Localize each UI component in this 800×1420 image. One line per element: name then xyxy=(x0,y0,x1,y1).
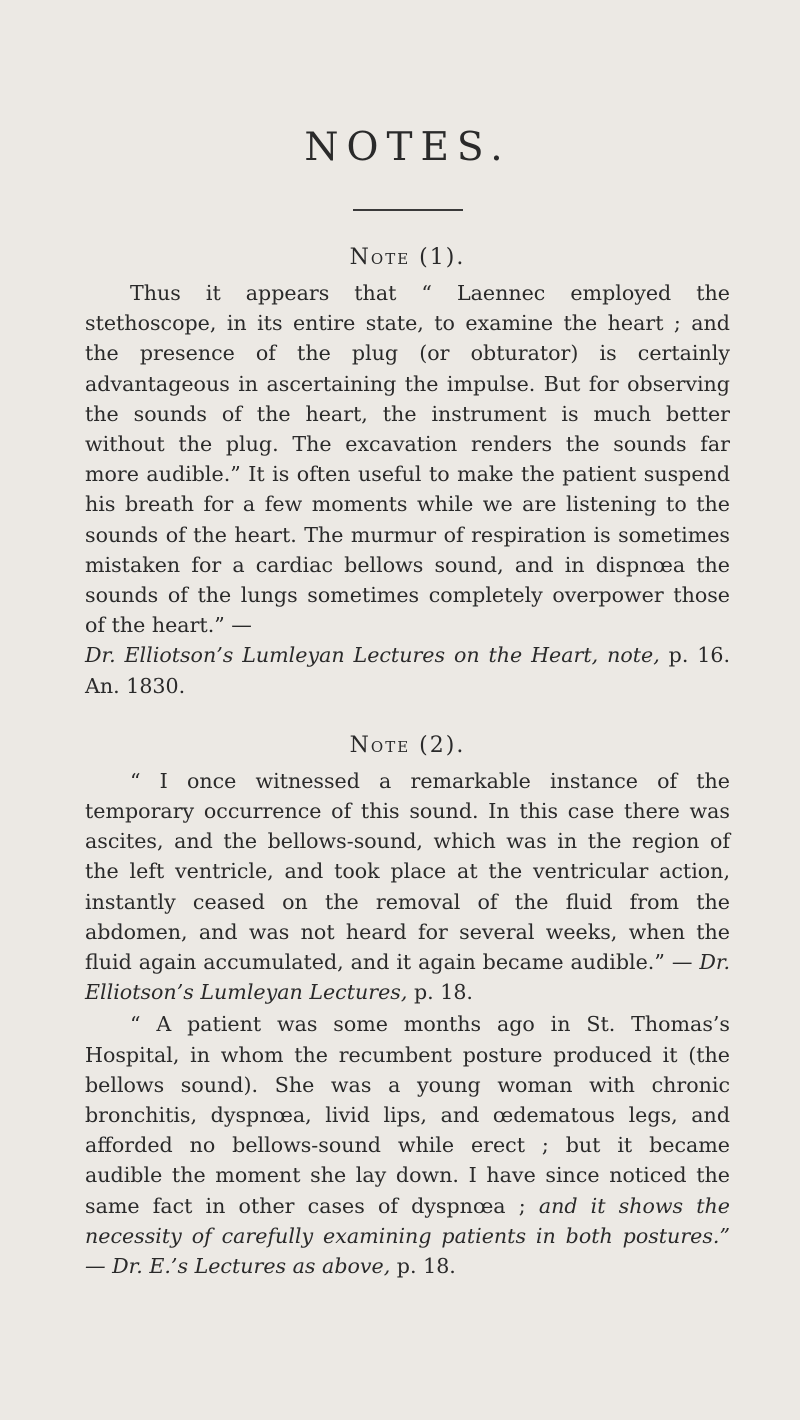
note-2-para-1-source: Dr. Elliotson’s Lumleyan Lectures, xyxy=(85,950,730,1005)
note-2-para-2-text: “ A patient was some months ago in St. Thomas’s Hospital, in whom the recumbent posture produced it (the bellows sound). She was a young woman with chronic bronchitis, dyspnœa, livid lips, and œdematous legs, and afforded no bellows-sound while erect ; but it became audible the moment she lay down. I have since noticed the same fact in other cases of dyspnœa ; xyxy=(85,1012,730,1218)
note-2-heading xyxy=(85,733,730,758)
note-2-para-1-text: “ I once witnessed a remarkable instance of the temporary occurrence of this sound. In this case there was ascites, and the bellows-sound, which was in the region of the left ventricle, and took place at the ventricular action, instantly ceased on the removal of the fluid from the abdomen, and was not heard for several weeks, when the fluid again accumulated, and it again became audible.” — xyxy=(85,768,730,975)
note-2-number: (2). xyxy=(419,732,466,758)
note-2-paragraph-2 xyxy=(85,1009,730,1281)
note-1-paragraph xyxy=(85,278,730,701)
note-2-label: Note xyxy=(349,732,411,758)
page-title: NOTES. xyxy=(304,125,511,170)
note-1-source-page: p. 16. An. 1830. xyxy=(85,643,730,698)
note-2-para-1-page: p. 18. xyxy=(407,980,473,1005)
note-2-para-2-quote: and it shows the necessity of carefully examining patients in both postures.” — Dr. E.’s Lectures as above, xyxy=(85,1193,730,1279)
note-1-label: Note xyxy=(349,245,411,270)
note-1-heading xyxy=(85,245,730,270)
note-2-para-2-page: p. 18. xyxy=(390,1254,456,1279)
note-1-number: (1). xyxy=(419,245,466,270)
note-1-source: Dr. Elliotson’s Lumleyan Lectures on the Heart, note, xyxy=(85,643,660,668)
note-1-text: Thus it appears that “ Laennec employed the stethoscope, in its entire state, to examine the heart ; and the presence of the plug (or obturator) is certainly advantageous in ascertaining the impulse. But for observing the sounds of the heart, the instrument is much better without the plug. The excavation renders the sounds far more audible.” It is often useful to make the patient suspend his breath for a few moments while we are listening to the sounds of the heart. The murmur of respiration is sometimes mistaken for a cardiac bellows sound, and in dispnœa the sounds of the lungs sometimes completely overpower those of the heart.” — xyxy=(85,281,730,638)
title-divider xyxy=(353,209,463,211)
note-2-paragraph-1 xyxy=(85,766,730,1008)
